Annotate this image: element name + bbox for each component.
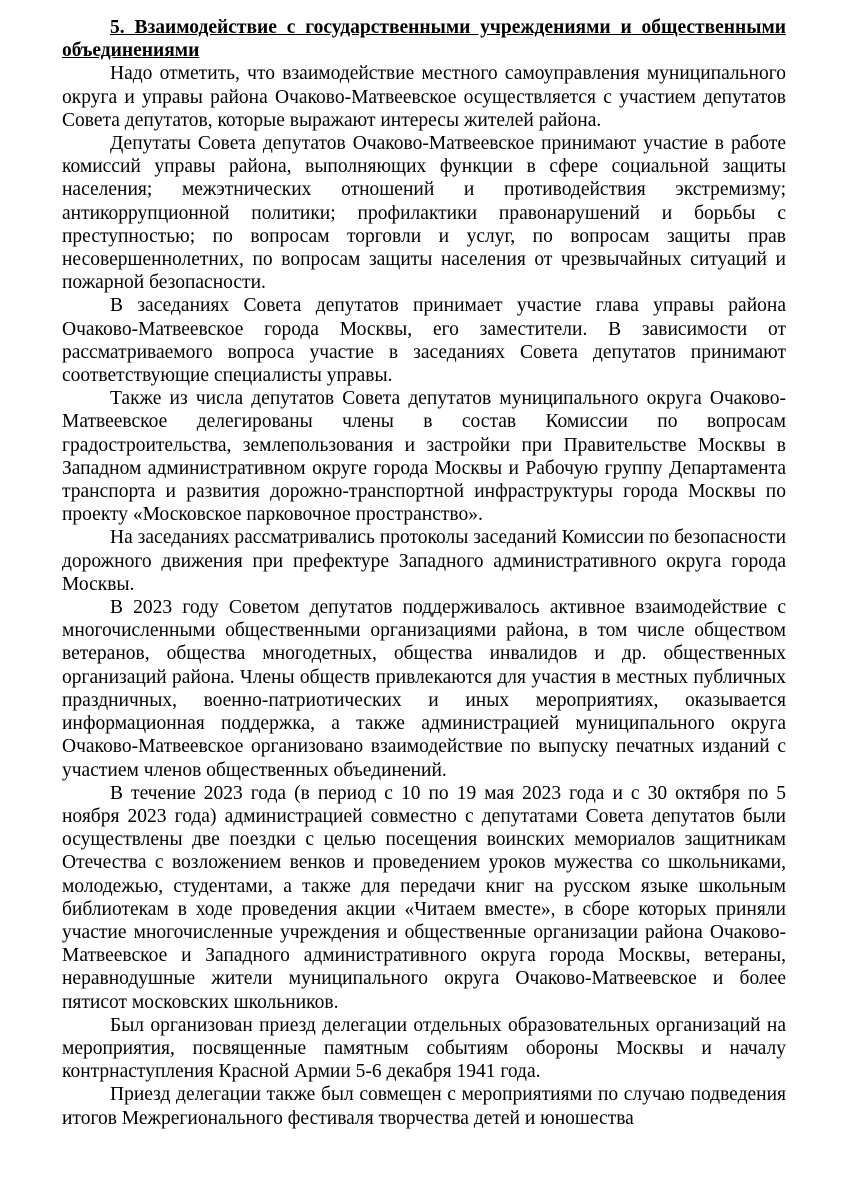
- paragraph-2: Депутаты Совета депутатов Очаково-Матвеевское принимают участие в работе комиссий управы района, выполняющих функции в сфере социальной защиты населения; межэтнических отношений и противодействия экстремизму; антикоррупционной политики; профилактики правонарушений и борьбы с преступностью; по вопросам торговли и услуг, по вопросам защиты прав несовершеннолетних, по вопросам защиты населения от чрезвычайных ситуаций и пожарной безопасности.: [62, 133, 786, 294]
- section-heading: 5. Взаимодействие с государственными учреждениями и общественными объединениями: [62, 17, 786, 62]
- paragraph-6: В 2023 году Советом депутатов поддерживалось активное взаимодействие с многочисленными общественными организациями района, в том числе обществом ветеранов, общества многодетных, общества инвалидов и др. общественных организаций района. Члены обществ привлекаются для участия в местных публичных праздничных, военно-патриотических и иных мероприятиях, оказывается информационная поддержка, а также администрацией муниципального округа Очаково-Матвеевское организовано взаимодействие по выпуску печатных изданий с участием членов общественных объединений.: [62, 597, 786, 781]
- paragraph-7: В течение 2023 года (в период с 10 по 19 мая 2023 года и с 30 октября по 5 ноября 2023 года) администрацией совместно с депутатами Совета депутатов были осуществлены две поездки с целью посещения воинских мемориалов защитникам Отечества с возложением венков и проведением уроков мужества со школьниками, молодежью, студентами, а также для передачи книг на русском языке школьным библиотекам в ходе проведения акции «Читаем вместе», в сборе которых приняли участие многочисленные учреждения и общественные организации района Очаково-Матвеевское и Западного административного округа города Москвы, ветераны, неравнодушные жители муниципального округа Очаково-Матвеевское и более пятисот московских школьников.: [62, 782, 786, 1013]
- paragraph-3: В заседаниях Совета депутатов принимает участие глава управы района Очаково-Матвеевское города Москвы, его заместители. В зависимости от рассматриваемого вопроса участие в заседаниях Совета депутатов принимают соответствующие специалисты управы.: [62, 295, 786, 387]
- paragraph-8: Был организован приезд делегации отдельных образовательных организаций на мероприятия, посвященные памятным событиям обороны Москвы и началу контрнаступления Красной Армии 5-6 декабря 1941 года.: [62, 1014, 786, 1083]
- document-page: [62, 16, 786, 1130]
- paragraph-1: Надо отметить, что взаимодействие местного самоуправления муниципального округа и управы района Очаково-Матвеевское осуществляется с участием депутатов Совета депутатов, которые выражают интересы жителей района.: [62, 63, 786, 131]
- paragraph-4: Также из числа депутатов Совета депутатов муниципального округа Очаково-Матвеевское делегированы члены в состав Комиссии по вопросам градостроительства, землепользования и застройки при Правительстве Москвы в Западном административном округе города Москвы и Рабочую группу Департамента транспорта и развития дорожно-транспортной инфраструктуры города Москвы по проекту «Московское парковочное пространство».: [62, 388, 786, 526]
- paragraph-5: На заседаниях рассматривались протоколы заседаний Комиссии по безопасности дорожного движения при префектуре Западного административного округа города Москвы.: [62, 527, 786, 595]
- paragraph-9: Приезд делегации также был совмещен с мероприятиями по случаю подведения итогов Межрегионального фестиваля творчества детей и юношества: [62, 1084, 786, 1129]
